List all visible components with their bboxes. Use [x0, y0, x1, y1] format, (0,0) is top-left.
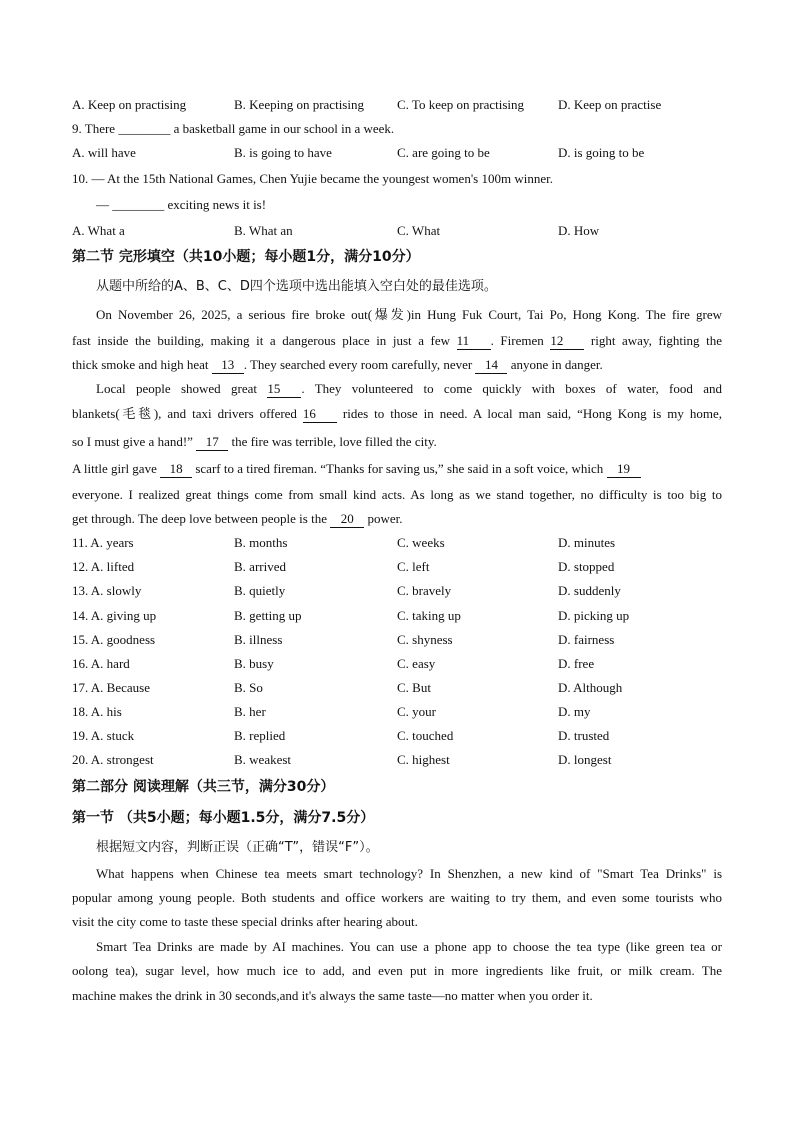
q10-stem-line1: 10. — At the 15th National Games, Chen Yujie became the youngest women's 100m winner.	[72, 171, 553, 186]
cloze-p3-line2: everyone. I realized great things come from small kind acts. As long as we stand together, no difficulty is too big to	[72, 487, 722, 502]
section2-heading: 第二节 完形填空（共10小题；每小题1分，满分10分）	[72, 249, 420, 265]
reading-p2-line2: oolong tea), sugar level, how much ice to add, and even put in more ingredients like fruit, or milk cream. The	[72, 963, 722, 978]
part2-heading: 第二部分 阅读理解（共三节，满分30分）	[72, 779, 335, 795]
cloze-blank-11: 11	[457, 333, 491, 350]
reading-p2-line1: Smart Tea Drinks are made by AI machines. You can use a phone app to choose the tea type (like green tea or	[96, 939, 722, 954]
q18-option-d: D. my	[558, 704, 591, 719]
q13-option-c: C. bravely	[397, 583, 452, 598]
q18-option-a: 18. A. his	[72, 704, 122, 719]
q9-blank: ________	[118, 121, 171, 136]
q20-option-c: C. highest	[397, 752, 450, 767]
q20-option-d: D. longest	[558, 752, 612, 767]
q18-option-c: C. your	[397, 704, 436, 719]
q16-option-b: B. busy	[234, 656, 274, 671]
reading-p1-line3: visit the city come to taste these special drinks after hearing about.	[72, 914, 418, 929]
cloze-blank-14: 14	[475, 357, 507, 374]
cloze-blank-15: 15	[267, 381, 301, 398]
q11-option-a: 11. A. years	[72, 535, 134, 550]
q11-option-d: D. minutes	[558, 535, 616, 550]
cloze-p1-line3: thick smoke and high heat 13 . They searched every room carefully, never 14 anyone in danger.	[72, 357, 603, 372]
q10-stem-line2: — ________ exciting news it is!	[96, 197, 267, 212]
q14-option-d: D. picking up	[558, 608, 630, 623]
part2-instruction: 根据短文内容，判断正误（正确“T”，错误“F”）。	[96, 840, 379, 855]
part2-section1-heading: 第一节 （共5小题；每小题1.5分，满分7.5分）	[72, 810, 375, 826]
q9-option-a: A. will have	[72, 145, 136, 160]
cloze-blank-20: 20	[330, 511, 364, 528]
q15-option-c: C. shyness	[397, 632, 453, 647]
q18-option-b: B. her	[234, 704, 266, 719]
q12-option-c: C. left	[397, 559, 430, 574]
q14-option-a: 14. A. giving up	[72, 608, 157, 623]
cloze-blank-17: 17	[196, 434, 228, 451]
cloze-p2-line1: Local people showed great 15 . They volunteered to come quickly with boxes of water, food and	[96, 381, 722, 396]
q17-option-a: 17. A. Because	[72, 680, 150, 695]
q13-option-b: B. quietly	[234, 583, 286, 598]
cloze-p3-line1: A little girl gave 18 scarf to a tired fireman. “Thanks for saving us,” she said in a soft voice, which 19	[72, 459, 722, 479]
q14-option-c: C. taking up	[397, 608, 461, 623]
q11-option-b: B. months	[234, 535, 288, 550]
q19-option-b: B. replied	[234, 728, 286, 743]
q10-option-b: B. What an	[234, 223, 293, 238]
reading-p1-line2: popular among young people. Both students and office workers are waiting to try them, and even some tourists who	[72, 890, 722, 905]
cloze-blank-16: 16	[303, 406, 337, 423]
q12-option-b: B. arrived	[234, 559, 286, 574]
q13-option-d: D. suddenly	[558, 583, 621, 598]
q20-option-b: B. weakest	[234, 752, 292, 767]
cloze-p3-line3: get through. The deep love between people is the 20 power.	[72, 511, 403, 526]
q16-option-c: C. easy	[397, 656, 436, 671]
q16-option-a: 16. A. hard	[72, 656, 130, 671]
q20-option-a: 20. A. strongest	[72, 752, 154, 767]
cloze-blank-13: 13	[212, 357, 244, 374]
q9-option-c: C. are going to be	[397, 145, 490, 160]
q15-option-d: D. fairness	[558, 632, 615, 647]
cloze-p2-line2: blankets(毛毯), and taxi drivers offered 16 rides to those in need. A local man said, “Hong Kong is my home,	[72, 406, 722, 421]
q12-option-d: D. stopped	[558, 559, 615, 574]
cloze-p1-line1: On November 26, 2025, a serious fire broke out(爆发)in Hung Fuk Court, Tai Po, Hong Kong. The fire grew	[96, 307, 722, 322]
q8-option-d: D. Keep on practise	[558, 97, 662, 112]
q10-option-d: D. How	[558, 223, 600, 238]
cloze-blank-19: 19	[607, 461, 641, 478]
q10-option-c: C. What	[397, 223, 441, 238]
q17-option-d: D. Although	[558, 680, 623, 695]
q8-option-c: C. To keep on practising	[397, 97, 525, 112]
cloze-p1-line2: fast inside the building, making it a dangerous place in just a few 11 . Firemen 12 right away, fighting the	[72, 333, 722, 348]
q8-option-a: A. Keep on practising	[72, 97, 187, 112]
q19-option-c: C. touched	[397, 728, 454, 743]
q10-option-a: A. What a	[72, 223, 125, 238]
q9-option-d: D. is going to be	[558, 145, 645, 160]
q8-option-b: B. Keeping on practising	[234, 97, 364, 112]
section2-instruction: 从题中所给的A、B、C、D四个选项中选出能填入空白处的最佳选项。	[96, 279, 497, 294]
cloze-blank-12: 12	[550, 333, 584, 350]
reading-p2-line3: machine makes the drink in 30 seconds,and it's always the same taste—no matter when you order it.	[72, 988, 593, 1003]
q9-option-b: B. is going to have	[234, 145, 332, 160]
q17-option-b: B. So	[234, 680, 263, 695]
cloze-p2-line3: so I must give a hand!” 17 the fire was terrible, love filled the city.	[72, 434, 437, 449]
q15-option-b: B. illness	[234, 632, 283, 647]
q9-stem: 9. There ________ a basketball game in our school in a week.	[72, 121, 395, 136]
q19-option-a: 19. A. stuck	[72, 728, 135, 743]
q10-blank: ________	[112, 197, 165, 212]
cloze-blank-18: 18	[160, 461, 192, 478]
q16-option-d: D. free	[558, 656, 595, 671]
q17-option-c: C. But	[397, 680, 431, 695]
q15-option-a: 15. A. goodness	[72, 632, 156, 647]
reading-p1-line1: What happens when Chinese tea meets smart technology? In Shenzhen, a new kind of "Smart Tea Drinks" is	[96, 866, 722, 881]
q13-option-a: 13. A. slowly	[72, 583, 142, 598]
q19-option-d: D. trusted	[558, 728, 610, 743]
q11-option-c: C. weeks	[397, 535, 445, 550]
q12-option-a: 12. A. lifted	[72, 559, 135, 574]
q14-option-b: B. getting up	[234, 608, 302, 623]
